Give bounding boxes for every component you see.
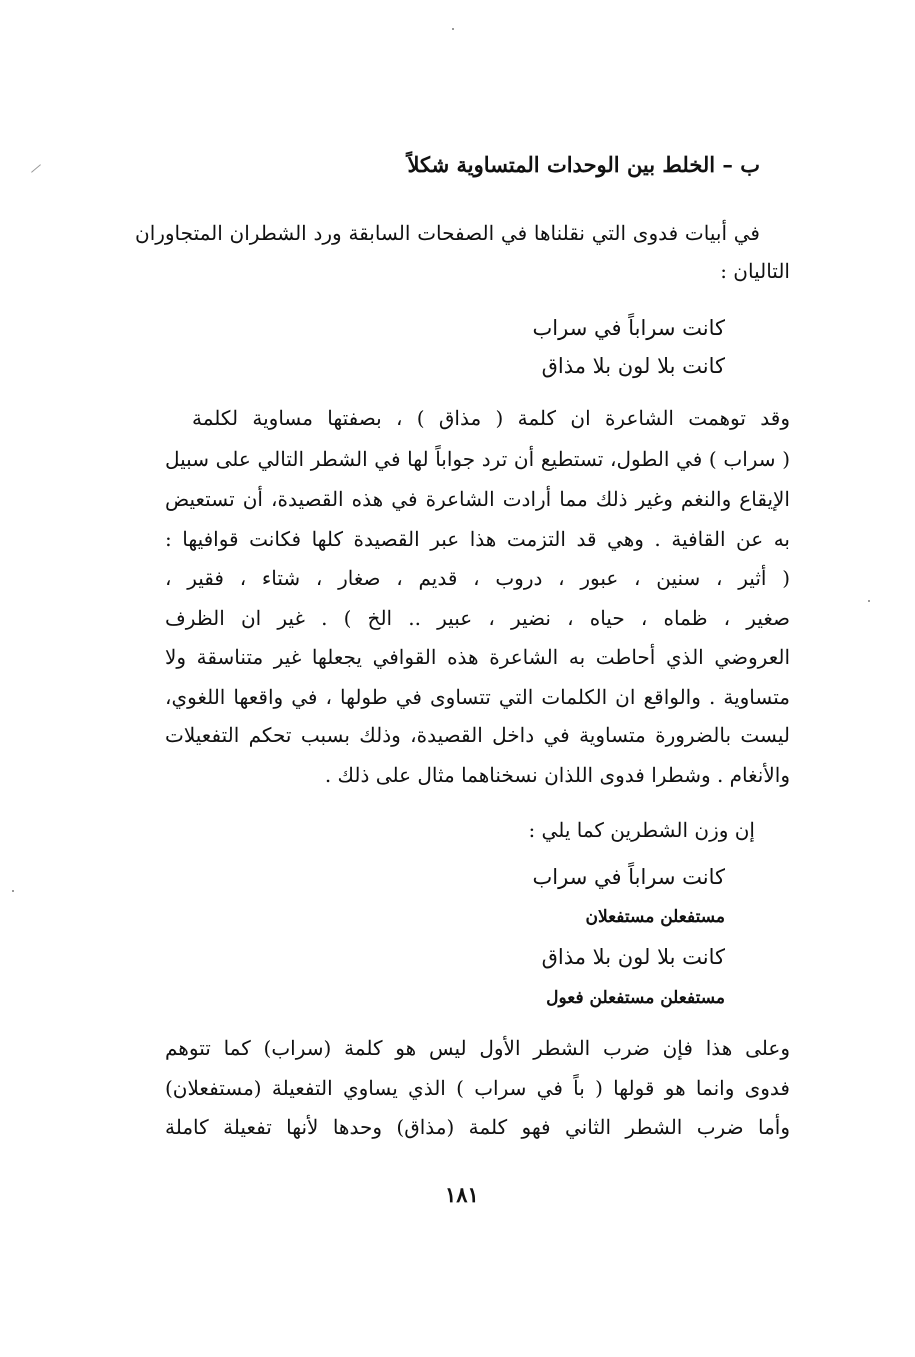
paragraph-line: فدوى وانما هو قولها ( باً في سراب ) الذي يساوي التفعيلة (مستفعلان)	[165, 1076, 790, 1100]
verse-line: كانت سراباً في سراب	[532, 316, 725, 340]
paragraph-line: والأنغام . وشطرا فدوى اللذان نسخناهما مثال على ذلك .	[324, 763, 790, 787]
paragraph-line: به عن القافية . وهي قد التزمت هذا عبر القصيدة كلها فكانت قوافيها :	[165, 527, 790, 551]
paragraph-line: ( سراب ) في الطول، تستطيع أن ترد جواباً لها في الشطر التالي على سبيل	[165, 447, 790, 471]
paragraph-line: وعلى هذا فإن ضرب الشطر الأول ليس هو كلمة (سراب) كما تتوهم	[165, 1036, 790, 1060]
paragraph-line: صغير ، ظماه ، حياه ، نضير ، عبير .. الخ ) . غير ان الظرف	[165, 606, 790, 630]
scansion-meter: مستفعلن مستفعلان	[585, 907, 725, 927]
intro-line: التاليان :	[720, 259, 790, 283]
page-number: ١٨١	[445, 1182, 479, 1207]
verse-line: كانت بلا لون بلا مذاق	[541, 354, 725, 378]
intro-line: في أبيات فدوى التي نقلناها في الصفحات السابقة ورد الشطران المتجاوران	[135, 221, 760, 245]
paragraph-line: ( أثير ، سنين ، عبور ، دروب ، قديم ، صغار ، شتاء ، فقير ،	[165, 566, 790, 590]
scan-mark	[31, 164, 41, 172]
paragraph-line: ليست بالضرورة متساوية في داخل القصيدة، وذلك بسبب تحكم التفعيلات	[165, 723, 790, 747]
scansion-verse: كانت سراباً في سراب	[532, 865, 725, 889]
paragraph-line: وأما ضرب الشطر الثاني فهو كلمة (مذاق) وحدها لأنها تفعيلة كاملة	[165, 1115, 790, 1139]
scansion-verse: كانت بلا لون بلا مذاق	[541, 945, 725, 969]
scan-speck	[452, 28, 454, 30]
scan-speck	[868, 600, 870, 602]
scan-speck	[12, 890, 14, 892]
paragraph-line: الإيقاع والنغم وغير ذلك مما أرادت الشاعرة في هذه القصيدة، أن تستعيض	[165, 487, 790, 511]
paragraph-line: متساوية . والواقع ان الكلمات التي تتساوى في طولها ، في واقعها اللغوي،	[165, 685, 790, 709]
paragraph-line: العروضي الذي أحاطت به الشاعرة هذه القوافي يجعلها غير متناسقة ولا	[165, 645, 790, 669]
meter-intro: إن وزن الشطرين كما يلي :	[528, 818, 755, 842]
section-heading: ب – الخلط بين الوحدات المتساوية شكلاً	[407, 152, 760, 177]
paragraph-line: وقد توهمت الشاعرة ان كلمة ( مذاق ) ، بصفتها مساوية لكلمة	[192, 406, 790, 430]
scansion-meter: مستفعلن مستفعلن فعول	[546, 988, 725, 1008]
